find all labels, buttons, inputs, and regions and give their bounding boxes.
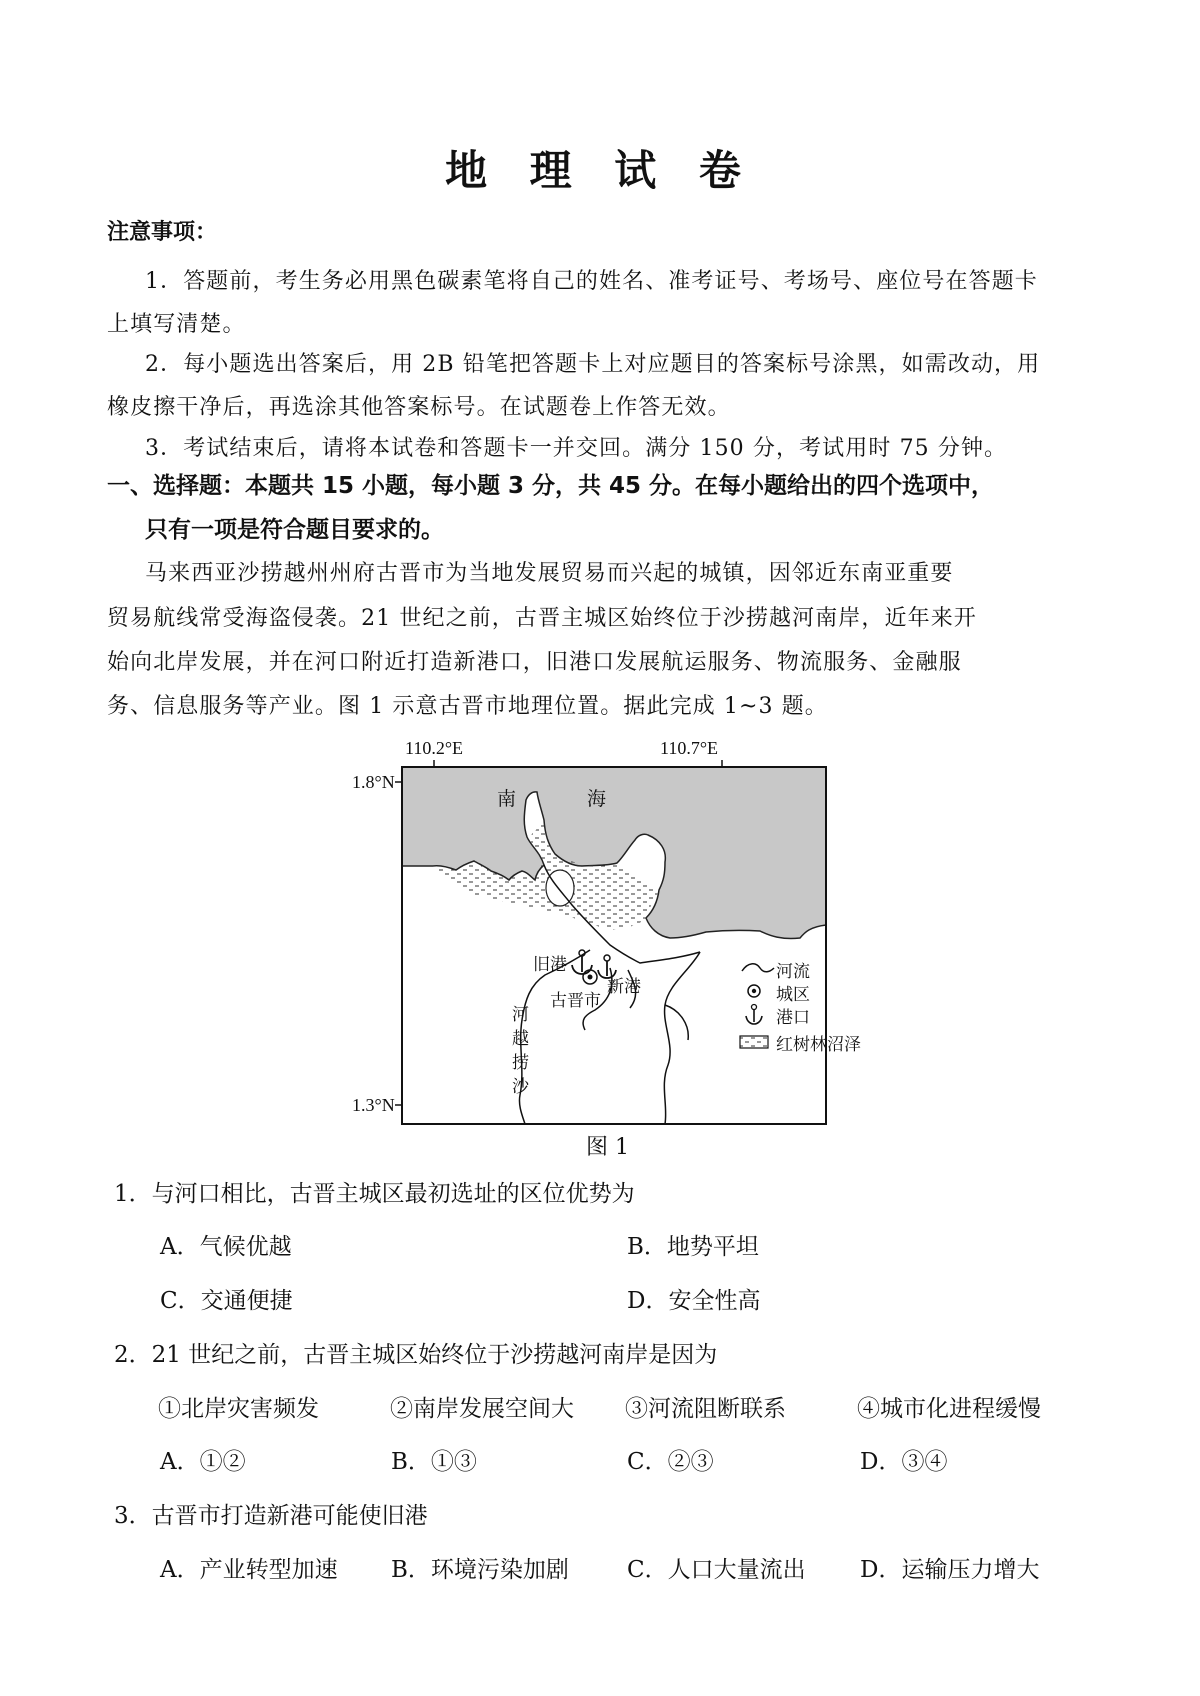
question-3-option-c[interactable]: C．人口大量流出 (627, 1557, 806, 1583)
longitude-right-label: 110.7°E (660, 738, 719, 758)
question-3-option-b[interactable]: B．环境污染加剧 (391, 1557, 569, 1583)
question-1-option-c[interactable]: C．交通便捷 (160, 1288, 293, 1314)
notice-item-2-line-2: 橡皮擦干净后，再选涂其他答案标号。在试题卷上作答无效。 (107, 395, 731, 420)
passage-line-4: 务、信息服务等产业。图 1 示意古晋市地理位置。据此完成 1~3 题。 (107, 694, 828, 719)
legend-mangrove-icon (740, 1036, 768, 1048)
legend-city-icon (748, 985, 760, 997)
legend-port-icon (746, 1005, 762, 1025)
question-3-option-a[interactable]: A．产业转型加速 (160, 1557, 338, 1583)
question-2-option-a[interactable]: A．①② (160, 1449, 246, 1475)
question-2-statement-2: ②南岸发展空间大 (390, 1396, 574, 1422)
legend-river-icon (742, 964, 774, 972)
latitude-top-label: 1.8°N (352, 772, 395, 792)
notice-heading: 注意事项： (107, 220, 218, 245)
question-1-option-b[interactable]: B．地势平坦 (627, 1234, 759, 1260)
figure-caption: 图 1 (586, 1135, 629, 1160)
question-2-statement-3: ③河流阻断联系 (625, 1396, 786, 1422)
sea-label-1: 南 (497, 788, 517, 810)
question-2-option-c[interactable]: C．②③ (627, 1449, 714, 1475)
question-1-stem: 1．与河口相比，古晋主城区最初选址的区位优势为 (114, 1181, 635, 1207)
new-port-label: 新港 (607, 977, 641, 997)
question-2-statement-1: ①北岸灾害频发 (158, 1396, 319, 1422)
passage-line-1: 马来西亚沙捞越州州府古晋市为当地发展贸易而兴起的城镇，因邻近东南亚重要 (145, 561, 954, 586)
legend-city-label: 城区 (776, 985, 810, 1005)
old-port-label: 旧港 (533, 955, 567, 975)
river-label-char-4: 沙 (512, 1077, 529, 1097)
river-label-char-2: 越 (512, 1029, 529, 1049)
river-label-char-1: 河 (512, 1005, 529, 1025)
river-east-tributary (664, 952, 700, 1124)
notice-item-2-line-1: 2．每小题选出答案后，用 2B 铅笔把答题卡上对应题目的答案标号涂黑，如需改动，用 (145, 352, 1041, 377)
legend-mangrove-label: 红树林沼泽 (776, 1035, 861, 1055)
passage-line-3: 始向北岸发展，并在河口附近打造新港口，旧港口发展航运服务、物流服务、金融服 (107, 650, 962, 675)
question-1-option-d[interactable]: D．安全性高 (627, 1288, 761, 1314)
question-3-option-d[interactable]: D．运输压力增大 (860, 1557, 1040, 1583)
question-2-option-b[interactable]: B．①③ (391, 1449, 477, 1475)
city-label: 古晋市 (550, 991, 601, 1011)
question-2-statement-4: ④城市化进程缓慢 (857, 1396, 1041, 1422)
longitude-left-label: 110.2°E (405, 738, 464, 758)
notice-item-1-line-2: 上填写清楚。 (107, 312, 246, 337)
legend-port-label: 港口 (776, 1008, 810, 1028)
sea-label-2: 海 (587, 788, 607, 810)
notice-item-1-line-1: 1．答题前，考生务必用黑色碳素笔将自己的姓名、准考证号、考场号、座位号在答题卡 (145, 269, 1038, 294)
river-label-char-3: 捞 (512, 1053, 529, 1073)
legend-river-label: 河流 (776, 962, 810, 982)
section-heading-line-2: 只有一项是符合题目要求的。 (145, 517, 444, 543)
question-1-option-a[interactable]: A．气候优越 (160, 1234, 292, 1260)
passage-line-2: 贸易航线常受海盗侵袭。21 世纪之前，古晋主城区始终位于沙捞越河南岸，近年来开 (107, 606, 977, 631)
city-area-icon (583, 970, 597, 984)
question-3-stem: 3．古晋市打造新港可能使旧港 (114, 1503, 428, 1529)
notice-item-3: 3．考试结束后，请将本试卷和答题卡一并交回。满分 150 分，考试用时 75 分钟。 (145, 436, 1008, 461)
question-2-stem: 2．21 世纪之前，古晋主城区始终位于沙捞越河南岸是因为 (114, 1342, 718, 1368)
question-2-option-d[interactable]: D．③④ (860, 1449, 948, 1475)
river-west-tributary (519, 950, 590, 1124)
river-island (546, 870, 574, 906)
latitude-bottom-label: 1.3°N (352, 1095, 395, 1115)
section-heading-line-1: 一、选择题：本题共 15 小题，每小题 3 分，共 45 分。在每小题给出的四个选项中， (107, 473, 995, 499)
page-title: 地 理 试 卷 (445, 146, 755, 195)
